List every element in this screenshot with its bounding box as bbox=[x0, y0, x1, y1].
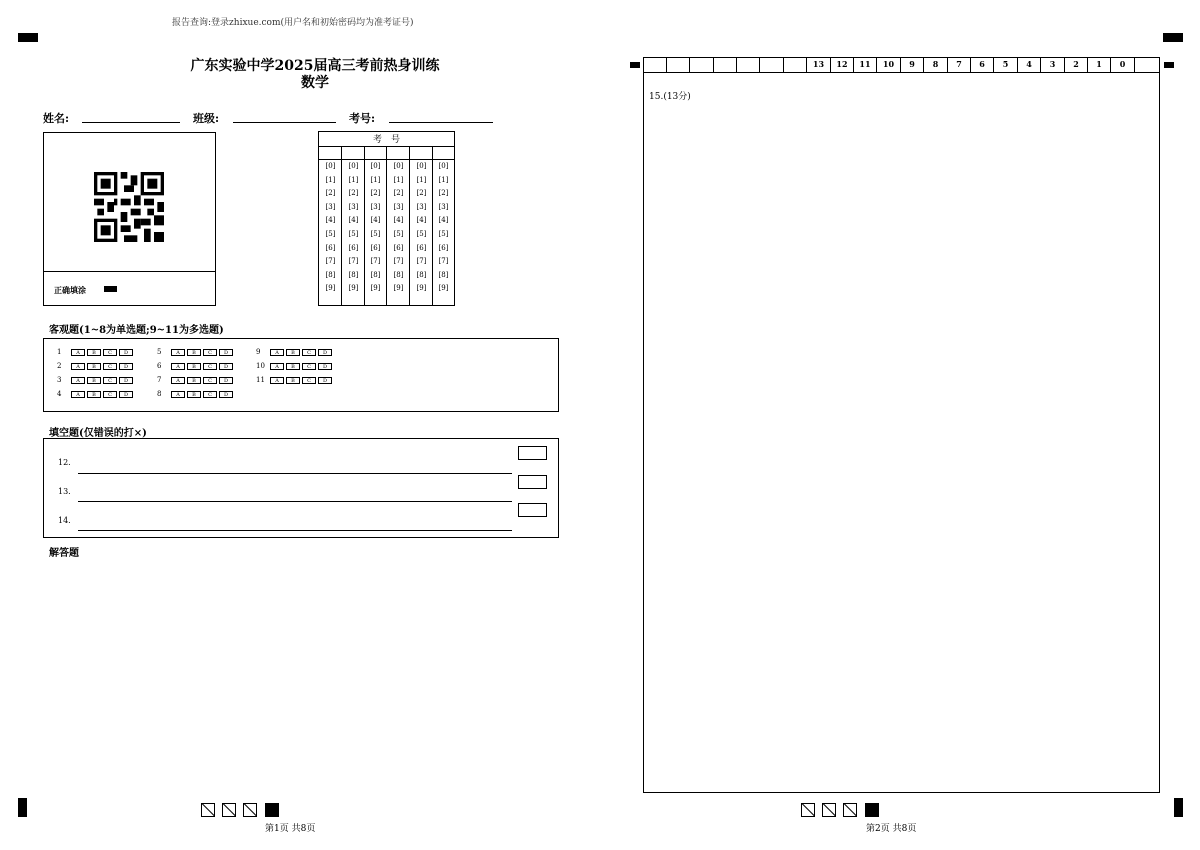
score-cell-7[interactable]: 7 bbox=[948, 58, 971, 72]
score-cell-6[interactable]: 6 bbox=[971, 58, 994, 72]
score-cell-1[interactable]: 1 bbox=[1088, 58, 1111, 72]
question15-answer-frame[interactable] bbox=[643, 57, 1160, 793]
blank-12-line[interactable] bbox=[78, 473, 512, 474]
score-cell-12[interactable]: 12 bbox=[831, 58, 854, 72]
blank-12-number: 12. bbox=[58, 458, 71, 467]
score-cell-blank[interactable] bbox=[643, 58, 667, 72]
exam-digit-column-5[interactable]: [0] [1] [2] [3] [4] [5] [6] [7] [8] [9] bbox=[416, 162, 427, 293]
exam-no-field-line[interactable] bbox=[389, 122, 493, 123]
question-row-2[interactable]: 2 A B C D bbox=[57, 361, 135, 372]
page2-marker-3 bbox=[843, 803, 857, 817]
question-row-3[interactable]: 3 A B C D bbox=[57, 375, 135, 386]
score-cell-9[interactable]: 9 bbox=[901, 58, 924, 72]
fill-example-label: 正确填涂 bbox=[54, 285, 86, 295]
page1-marker-4 bbox=[265, 803, 279, 817]
question-row-5[interactable]: 5 A B C D bbox=[157, 347, 235, 358]
class-label: 班级: bbox=[193, 112, 220, 125]
page2-marker-1 bbox=[801, 803, 815, 817]
fill-blank-heading: 填空题(仅错误的打×) bbox=[49, 428, 147, 439]
corner-mark-top-left bbox=[18, 33, 38, 42]
score-cell-11[interactable]: 11 bbox=[854, 58, 877, 72]
blank-13-mark-box[interactable] bbox=[518, 475, 547, 489]
score-cell-blank[interactable] bbox=[784, 58, 807, 72]
score-cell-blank[interactable] bbox=[760, 58, 784, 72]
corner-mark-bottom-right bbox=[1174, 798, 1183, 817]
page1-marker-1 bbox=[201, 803, 215, 817]
question-row-7[interactable]: 7 A B C D bbox=[157, 375, 235, 386]
score-cell-3[interactable]: 3 bbox=[1041, 58, 1065, 72]
blank-13-line[interactable] bbox=[78, 501, 512, 502]
exam-digit-column-3[interactable]: [0] [1] [2] [3] [4] [5] [6] [7] [8] [9] bbox=[370, 162, 381, 293]
answer-heading: 解答题 bbox=[49, 548, 79, 559]
question-row-4[interactable]: 4 A B C D bbox=[57, 389, 135, 400]
fill-blank-box bbox=[43, 438, 559, 538]
exam-digit-column-4[interactable]: [0] [1] [2] [3] [4] [5] [6] [7] [8] [9] bbox=[393, 162, 404, 293]
score-cell-blank[interactable] bbox=[714, 58, 737, 72]
barcode-panel bbox=[43, 132, 216, 306]
name-field-line[interactable] bbox=[82, 122, 180, 123]
question-row-8[interactable]: 8 A B C D bbox=[157, 389, 235, 400]
question-row-10[interactable]: 10 A B C D bbox=[256, 361, 334, 372]
page2-marker-2 bbox=[822, 803, 836, 817]
score-cell-8[interactable]: 8 bbox=[924, 58, 948, 72]
question15-label: 15.(13分) bbox=[649, 92, 691, 102]
blank-14-number: 14. bbox=[58, 516, 71, 525]
blank-14-line[interactable] bbox=[78, 530, 512, 531]
exam-digit-column-2[interactable]: [0] [1] [2] [3] [4] [5] [6] [7] [8] [9] bbox=[348, 162, 359, 293]
exam-number-grid-header: 考 号 bbox=[372, 135, 400, 145]
fill-example-mark bbox=[104, 286, 117, 292]
page1-marker-3 bbox=[243, 803, 257, 817]
page2-number: 第2页 共8页 bbox=[866, 824, 917, 834]
exam-title-line1: 广东实验中学2025届高三考前热身训练 bbox=[190, 58, 440, 74]
score-cell-13[interactable]: 13 bbox=[807, 58, 831, 72]
page1-marker-2 bbox=[222, 803, 236, 817]
question-row-9[interactable]: 9 A B C D bbox=[256, 347, 334, 358]
corner-mark-bottom-left bbox=[18, 798, 27, 817]
name-label: 姓名: bbox=[43, 112, 70, 125]
blank-12-mark-box[interactable] bbox=[518, 446, 547, 460]
qr-code-icon bbox=[94, 172, 164, 242]
exam-no-label: 考号: bbox=[349, 112, 376, 125]
page2-marker-4 bbox=[865, 803, 879, 817]
score-cell-0[interactable]: 0 bbox=[1111, 58, 1135, 72]
strip-mark-left bbox=[630, 62, 640, 68]
score-cell-2[interactable]: 2 bbox=[1065, 58, 1088, 72]
score-cell-blank[interactable] bbox=[690, 58, 714, 72]
corner-mark-top-right bbox=[1163, 33, 1183, 42]
blank-14-mark-box[interactable] bbox=[518, 503, 547, 517]
exam-digit-column-1[interactable]: [0] [1] [2] [3] [4] [5] [6] [7] [8] [9] bbox=[325, 162, 336, 293]
blank-13-number: 13. bbox=[58, 487, 71, 496]
report-query-note: 报告查询:登录zhixue.com(用户名和初始密码均为准考证号) bbox=[172, 18, 414, 28]
exam-digit-column-6[interactable]: [0] [1] [2] [3] [4] [5] [6] [7] [8] [9] bbox=[438, 162, 449, 293]
score-cell-10[interactable]: 10 bbox=[877, 58, 901, 72]
score-cell-blank[interactable] bbox=[667, 58, 690, 72]
question-row-11[interactable]: 11 A B C D bbox=[256, 375, 334, 386]
strip-mark-right bbox=[1164, 62, 1174, 68]
question-row-1[interactable]: 1 A B C D bbox=[57, 347, 135, 358]
objective-heading: 客观题(1~8为单选题;9~11为多选题) bbox=[49, 325, 224, 336]
exam-title-line2: 数学 bbox=[301, 75, 329, 91]
score-cell-blank[interactable] bbox=[737, 58, 760, 72]
page1-number: 第1页 共8页 bbox=[265, 824, 316, 834]
exam-title bbox=[180, 58, 450, 92]
score-cell-4[interactable]: 4 bbox=[1018, 58, 1041, 72]
question-row-6[interactable]: 6 A B C D bbox=[157, 361, 235, 372]
class-field-line[interactable] bbox=[233, 122, 336, 123]
score-cell-5[interactable]: 5 bbox=[994, 58, 1018, 72]
